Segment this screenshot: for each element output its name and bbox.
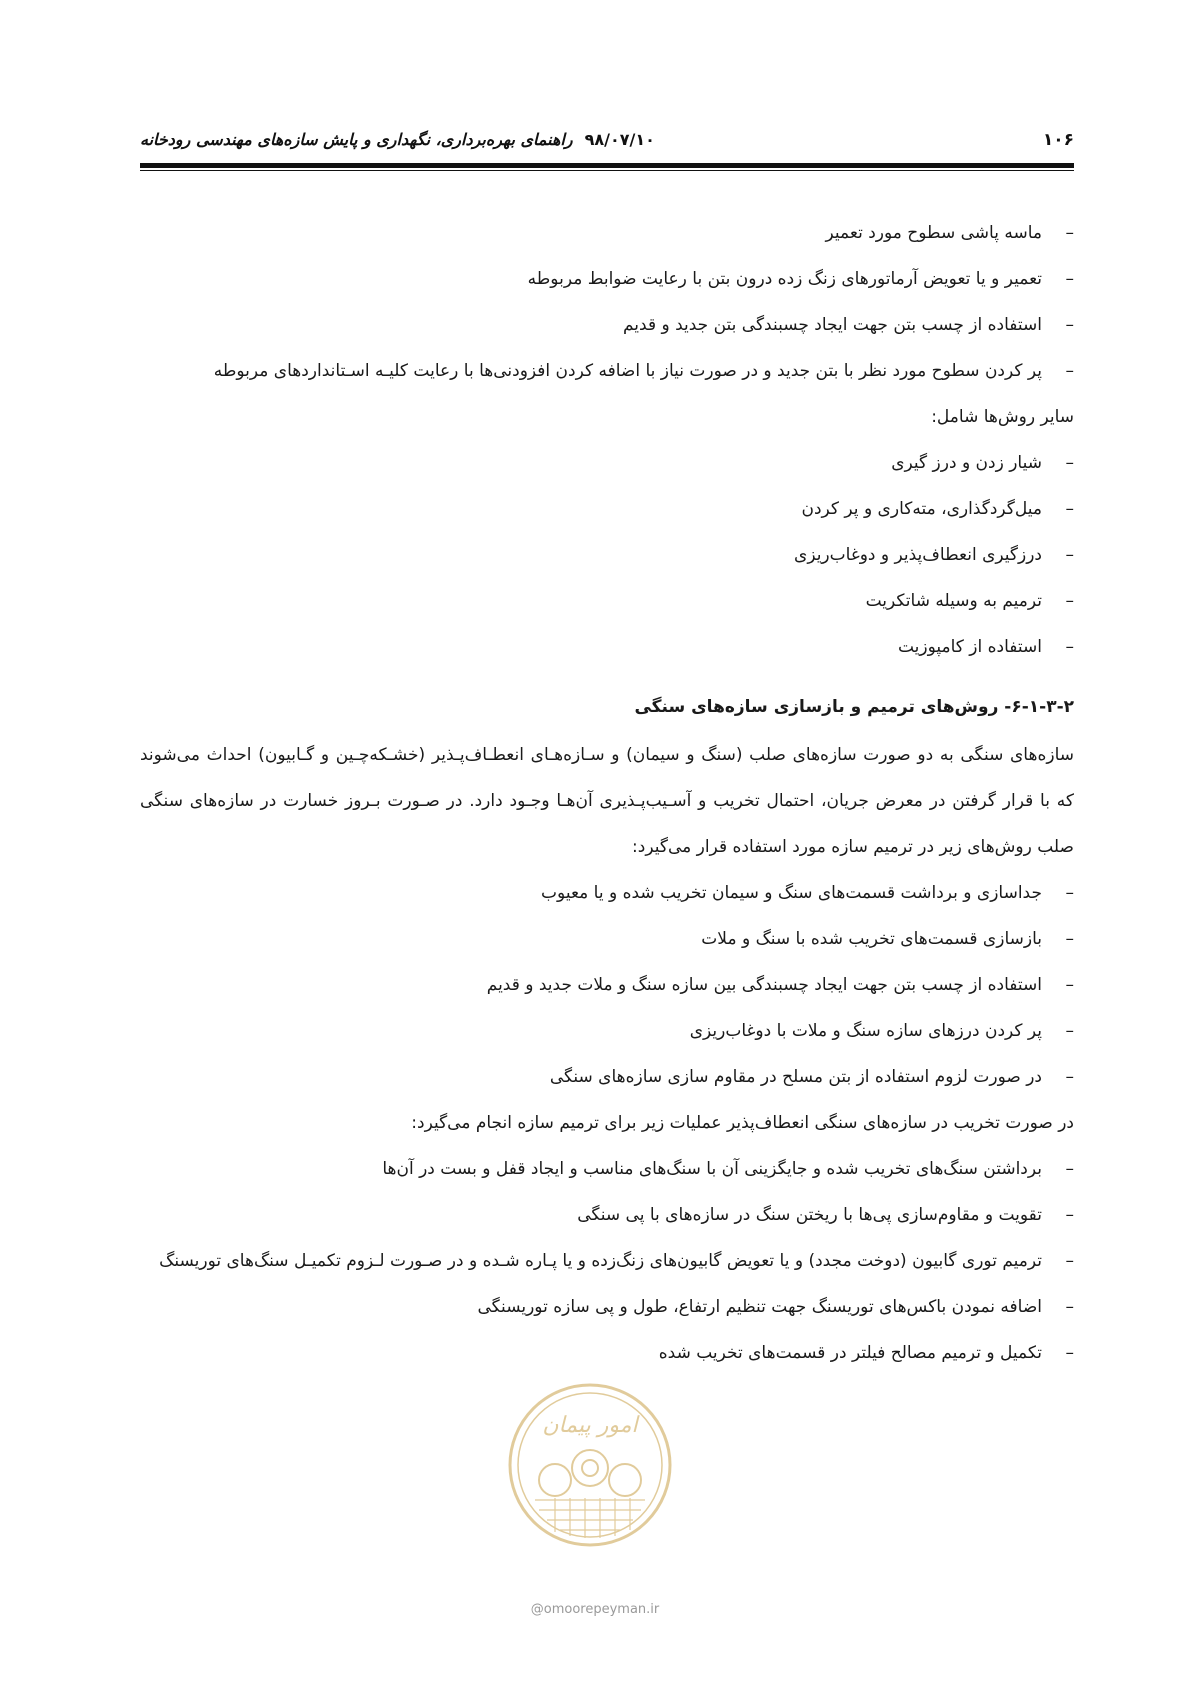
page-header bbox=[140, 128, 1074, 160]
section-heading: ۶-۱-۳-۲- روش‌های ترمیم و بازسازی سازه‌های سنگی bbox=[634, 697, 1074, 717]
list-item-text: میل‌گردگذاری، مته‌کاری و پر کردن bbox=[801, 499, 1042, 519]
dash-bullet: – bbox=[1065, 1159, 1074, 1179]
other-methods-intro: سایر روش‌ها شامل: bbox=[931, 407, 1074, 427]
watermark-url: @omoorepeyman.ir bbox=[530, 1602, 660, 1617]
list-item bbox=[140, 1008, 1074, 1054]
list-item-text: تعمیر و یا تعویض آرماتورهای زنگ زده درون بتن با رعایت ضوابط مربوطه bbox=[527, 269, 1042, 289]
list-item bbox=[140, 256, 1074, 302]
list-item bbox=[140, 916, 1074, 962]
list-item-text: استفاده از چسب بتن جهت ایجاد چسبندگی بین سازه سنگ و ملات جدید و قدیم bbox=[486, 975, 1042, 995]
dash-bullet: – bbox=[1065, 1205, 1074, 1225]
list-item-text: برداشتن سنگ‌های تخریب شده و جایگزینی آن با سنگ‌های مناسب و ایجاد قفل و بست در آن‌ها bbox=[382, 1159, 1042, 1179]
dash-bullet: – bbox=[1065, 453, 1074, 473]
concrete-repair-list bbox=[140, 210, 1074, 394]
other-methods-list bbox=[140, 440, 1074, 670]
list-item bbox=[140, 532, 1074, 578]
list-item bbox=[140, 440, 1074, 486]
list-item-text: ماسه پاشی سطوح مورد تعمیر bbox=[825, 223, 1042, 243]
header-rule-thin bbox=[140, 170, 1074, 171]
dash-bullet: – bbox=[1065, 1021, 1074, 1041]
list-item-text: تکمیل و ترمیم مصالح فیلتر در قسمت‌های تخریب شده bbox=[658, 1343, 1042, 1363]
page-number: ۱۰۶ bbox=[1042, 130, 1074, 150]
list-item bbox=[140, 210, 1074, 256]
header-title: راهنمای بهره‌برداری، نگهداری و پایش سازه‌های مهندسی رودخانه bbox=[140, 130, 573, 149]
watermark-seal-logo bbox=[505, 1380, 675, 1550]
dash-bullet: – bbox=[1065, 591, 1074, 611]
list-item-text: استفاده از کامپوزیت bbox=[897, 637, 1042, 657]
dash-bullet: – bbox=[1065, 223, 1074, 243]
list-item bbox=[140, 578, 1074, 624]
dash-bullet: – bbox=[1065, 929, 1074, 949]
list-item bbox=[140, 1238, 1074, 1284]
flexible-intro-paragraph: در صورت تخریب در سازه‌های سنگی انعطاف‌پذیر عملیات زیر برای ترمیم سازه انجام می‌گیرد: bbox=[411, 1113, 1074, 1133]
list-item-text: درزگیری انعطاف‌پذیر و دوغاب‌ریزی bbox=[794, 545, 1042, 565]
dash-bullet: – bbox=[1065, 545, 1074, 565]
dash-bullet: – bbox=[1065, 975, 1074, 995]
list-item-text: ترمیم به وسیله شاتکریت bbox=[865, 591, 1042, 611]
list-item-text: اضافه نمودن باکس‌های توریسنگ جهت تنظیم ارتفاع، طول و پی سازه توریسنگی bbox=[477, 1297, 1042, 1317]
list-item bbox=[140, 1284, 1074, 1330]
intro-paragraph: سازه‌های سنگی به دو صورت سازه‌های صلب (سنگ و سیمان) و سـازه‌هـای انعطـاف‌پـذیر (خشـکه‌چـین و گـابیون) احداث می‌شوند که با قرار گرفتن در معرض جریان، احتمال تخریب و آسـیب‌پـذیری آن‌هـا وجـود دارد. در صـورت بـروز خسارت در سازه‌های سنگی صلب روش‌های زیر در ترمیم سازه مورد استفاده قرار می‌گیرد: bbox=[140, 745, 1074, 857]
list-item-text: ترمیم توری گابیون (دوخت مجدد) و یا تعویض گابیون‌های زنگ‌زده و یا پـاره شـده و در صـورت لـزوم تکمیـل سنگ‌های توریسنگ bbox=[159, 1251, 1042, 1271]
flexible-stone-repair-list bbox=[140, 1146, 1074, 1376]
list-item bbox=[140, 1146, 1074, 1192]
list-item-text: پر کردن سطوح مورد نظر با بتن جدید و در صورت نیاز با اضافه کردن افزودنی‌ها با رعایت کلیـه اسـتانداردهای مربوطه bbox=[213, 361, 1042, 381]
dash-bullet: – bbox=[1065, 1251, 1074, 1271]
list-item-text: تقویت و مقاوم‌سازی پی‌ها با ریختن سنگ در سازه‌های با پی سنگی bbox=[577, 1205, 1042, 1225]
list-item bbox=[140, 486, 1074, 532]
page-content bbox=[140, 210, 1074, 1376]
list-item bbox=[140, 962, 1074, 1008]
list-item-text: در صورت لزوم استفاده از بتن مسلح در مقاوم سازی سازه‌های سنگی bbox=[549, 1067, 1042, 1087]
list-item-text: بازسازی قسمت‌های تخریب شده با سنگ و ملات bbox=[701, 929, 1042, 949]
list-item-text: شیار زدن و درز گیری bbox=[891, 453, 1042, 473]
dash-bullet: – bbox=[1065, 1067, 1074, 1087]
list-item bbox=[140, 624, 1074, 670]
dash-bullet: – bbox=[1065, 1297, 1074, 1317]
list-item-text: جداسازی و برداشت قسمت‌های سنگ و سیمان تخریب شده و یا معیوب bbox=[541, 883, 1042, 903]
list-item-text: استفاده از چسب بتن جهت ایجاد چسبندگی بتن جدید و قدیم bbox=[622, 315, 1042, 335]
list-item bbox=[140, 348, 1074, 394]
list-item-text: پر کردن درزهای سازه سنگ و ملات با دوغاب‌ریزی bbox=[689, 1021, 1042, 1041]
dash-bullet: – bbox=[1065, 361, 1074, 381]
list-item bbox=[140, 1054, 1074, 1100]
header-rule-thick bbox=[140, 163, 1074, 168]
list-item bbox=[140, 870, 1074, 916]
list-item bbox=[140, 302, 1074, 348]
watermark-text: امور پیمان bbox=[542, 1413, 638, 1438]
dash-bullet: – bbox=[1065, 499, 1074, 519]
dash-bullet: – bbox=[1065, 1343, 1074, 1363]
rigid-stone-repair-list bbox=[140, 870, 1074, 1100]
header-date: ۹۸/۰۷/۱۰ bbox=[584, 130, 655, 149]
dash-bullet: – bbox=[1065, 883, 1074, 903]
dash-bullet: – bbox=[1065, 315, 1074, 335]
dash-bullet: – bbox=[1065, 637, 1074, 657]
running-title bbox=[140, 130, 655, 149]
list-item bbox=[140, 1330, 1074, 1376]
list-item bbox=[140, 1192, 1074, 1238]
dash-bullet: – bbox=[1065, 269, 1074, 289]
